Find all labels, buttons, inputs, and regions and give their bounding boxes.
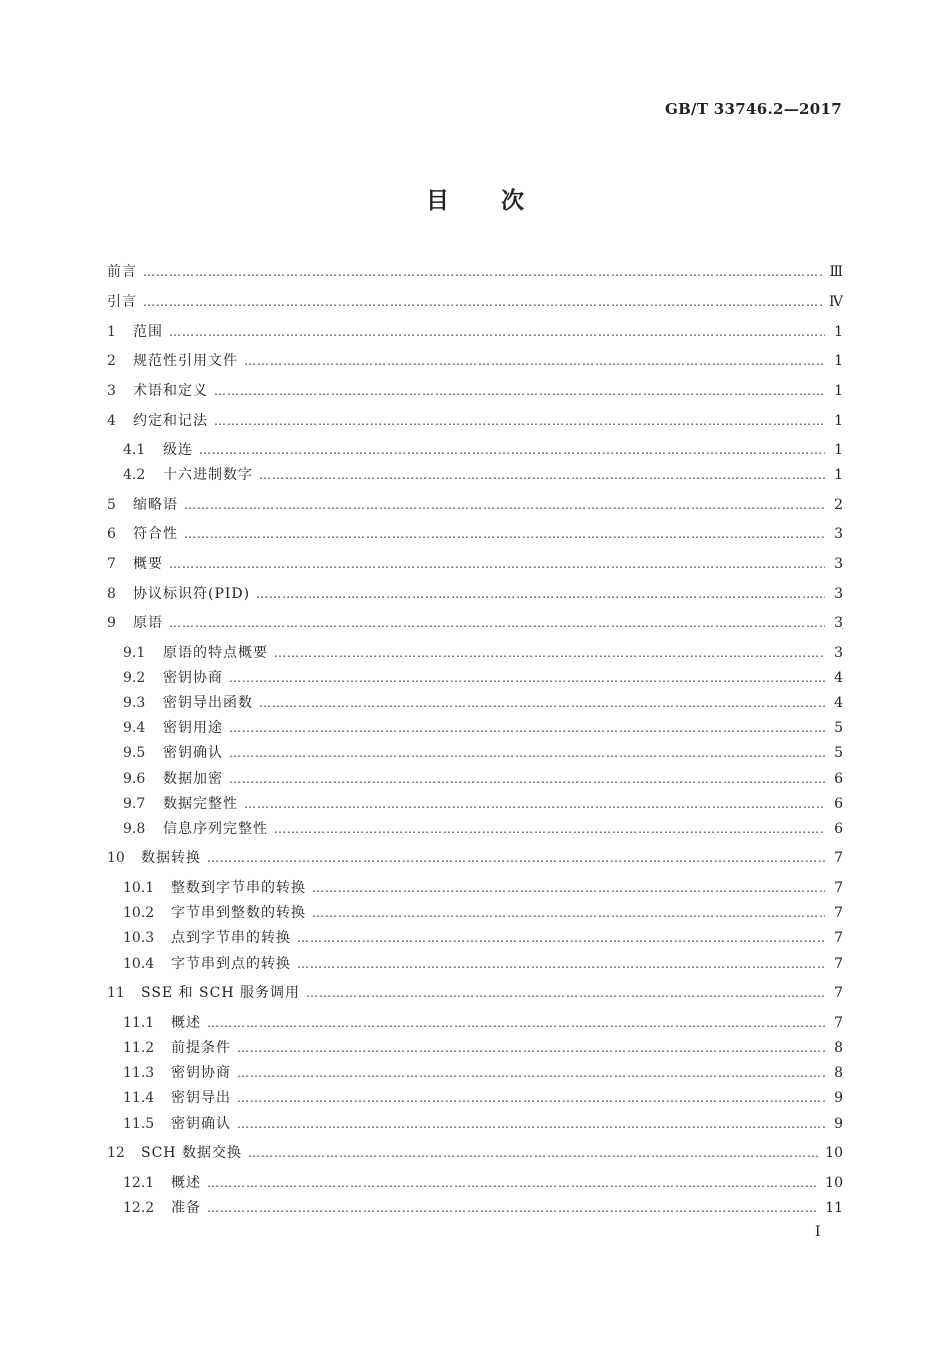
toc-entry[interactable] — [123, 928, 843, 948]
toc-entry-label: 字节串到点的转换 — [171, 956, 291, 972]
toc-entry[interactable] — [123, 465, 843, 485]
toc-entry-number: 11 — [107, 985, 125, 1001]
toc-entry-page: 9 — [834, 1116, 843, 1132]
toc-entry[interactable] — [123, 743, 843, 763]
toc-entry[interactable] — [123, 1114, 843, 1134]
toc-entry-label: 引言 — [107, 294, 137, 310]
toc-entry-page: 3 — [834, 526, 843, 542]
toc-entry-label: 范围 — [133, 324, 163, 340]
toc-entry-page: 7 — [834, 905, 843, 921]
toc-entry-label: 信息序列完整性 — [163, 821, 268, 837]
toc-entry-page: 8 — [834, 1040, 843, 1056]
toc-entry[interactable] — [107, 613, 843, 633]
toc-entry-page: 10 — [825, 1175, 843, 1191]
toc-entry-label: 密钥确认 — [163, 745, 223, 761]
toc-dot-leader — [207, 1173, 819, 1193]
toc-entry-number: 9.5 — [123, 745, 146, 761]
toc-dot-leader — [207, 848, 825, 868]
toc-entry-page: 7 — [834, 850, 843, 866]
toc-entry-page: 4 — [834, 695, 843, 711]
toc-entry-label: 协议标识符(PID) — [133, 586, 251, 602]
toc-entry-number: 11.4 — [123, 1090, 155, 1106]
toc-entry[interactable] — [123, 1013, 843, 1033]
toc-entry-number: 10 — [107, 850, 125, 866]
toc-dot-leader — [229, 769, 825, 789]
toc-entry[interactable] — [123, 878, 843, 898]
toc-entry-number: 10.4 — [123, 956, 155, 972]
toc-dot-leader — [169, 613, 825, 633]
toc-entry-page: 1 — [834, 383, 843, 399]
toc-title-char-2: 次 — [501, 188, 524, 214]
toc-entry-page: 2 — [834, 497, 843, 513]
toc-dot-leader — [184, 524, 825, 544]
toc-entry-number: 7 — [107, 556, 116, 572]
toc-entry-page: 9 — [834, 1090, 843, 1106]
toc-entry-number: 5 — [107, 497, 116, 513]
toc-entry-page: 3 — [834, 615, 843, 631]
toc-dot-leader — [237, 1063, 825, 1083]
toc-entry-label: 密钥用途 — [163, 720, 223, 736]
toc-entry[interactable] — [107, 411, 843, 431]
toc-entry-label: 规范性引用文件 — [133, 353, 238, 369]
toc-entry[interactable] — [107, 584, 843, 604]
toc-entry-label: 原语的特点概要 — [163, 645, 268, 661]
toc-entry[interactable] — [107, 292, 843, 312]
toc-entry-number: 11.1 — [123, 1015, 155, 1031]
toc-dot-leader — [214, 381, 825, 401]
toc-entry-page: 5 — [834, 720, 843, 736]
toc-entry[interactable] — [107, 381, 843, 401]
toc-entry[interactable] — [107, 524, 843, 544]
toc-entry-label: 数据完整性 — [163, 796, 238, 812]
toc-dot-leader — [312, 878, 825, 898]
toc-entry[interactable] — [107, 1143, 843, 1163]
toc-dot-leader — [306, 983, 825, 1003]
toc-entry[interactable] — [123, 1173, 843, 1193]
toc-dot-leader — [244, 794, 825, 814]
toc-entry-page: 3 — [834, 556, 843, 572]
toc-entry-label: 缩略语 — [133, 497, 178, 513]
toc-entry-label: 概述 — [171, 1015, 201, 1031]
toc-entry-page: 6 — [834, 771, 843, 787]
toc-entry-page: 7 — [834, 1015, 843, 1031]
toc-entry-number: 12.1 — [123, 1175, 155, 1191]
toc-entry-number: 9.2 — [123, 670, 146, 686]
toc-entry-label: 概要 — [133, 556, 163, 572]
toc-dot-leader — [199, 440, 825, 460]
toc-entry-label: 符合性 — [133, 526, 178, 542]
toc-entry[interactable] — [123, 643, 843, 663]
toc-entry-page: 10 — [825, 1145, 843, 1161]
toc-dot-leader — [274, 643, 825, 663]
toc-entry[interactable] — [107, 495, 843, 515]
toc-entry[interactable] — [123, 668, 843, 688]
toc-entry[interactable] — [107, 554, 843, 574]
toc-entry-number: 10.1 — [123, 880, 155, 896]
toc-entry-label: 密钥导出 — [171, 1090, 231, 1106]
toc-entry-number: 9.1 — [123, 645, 146, 661]
toc-dot-leader — [143, 292, 823, 312]
toc-entry-number: 9.3 — [123, 695, 146, 711]
toc-entry-label: 原语 — [133, 615, 163, 631]
toc-entry-page: 7 — [834, 985, 843, 1001]
toc-dot-leader — [237, 1038, 825, 1058]
toc-entry-number: 10.2 — [123, 905, 155, 921]
toc-entry-page: 8 — [834, 1065, 843, 1081]
toc-entry-page: 7 — [834, 956, 843, 972]
toc-entry-label: 字节串到整数的转换 — [171, 905, 306, 921]
toc-entry[interactable] — [107, 983, 843, 1003]
toc-entry-number: 6 — [107, 526, 116, 542]
toc-entry-number: 12 — [107, 1145, 125, 1161]
toc-dot-leader — [274, 819, 825, 839]
toc-entry-page: 1 — [834, 442, 843, 458]
toc-entry-number: 9 — [107, 615, 116, 631]
toc-entry-number: 4 — [107, 413, 116, 429]
toc-entry-label: 密钥协商 — [163, 670, 223, 686]
toc-dot-leader — [214, 411, 825, 431]
toc-entry-number: 3 — [107, 383, 116, 399]
toc-title — [0, 182, 950, 215]
toc-entry[interactable] — [123, 794, 843, 814]
toc-entry-page: Ⅳ — [829, 294, 843, 310]
toc-entry-number: 4.1 — [123, 442, 146, 458]
toc-entry-page: 3 — [834, 645, 843, 661]
toc-dot-leader — [312, 903, 825, 923]
toc-entry-page: 7 — [834, 880, 843, 896]
toc-entry[interactable] — [123, 954, 843, 974]
toc-entry-number: 9.6 — [123, 771, 146, 787]
toc-entry-number: 9.7 — [123, 796, 146, 812]
toc-dot-leader — [297, 928, 825, 948]
toc-entry-label: 密钥确认 — [171, 1116, 231, 1132]
toc-dot-leader — [143, 262, 823, 282]
toc-dot-leader — [259, 465, 825, 485]
toc-dot-leader — [229, 668, 825, 688]
toc-entry-page: 11 — [825, 1200, 843, 1216]
toc-entry-number: 1 — [107, 324, 116, 340]
toc-dot-leader — [237, 1114, 825, 1134]
toc-dot-leader — [229, 743, 825, 763]
toc-entry-page: 1 — [834, 467, 843, 483]
toc-entry-label: 准备 — [171, 1200, 201, 1216]
toc-dot-leader — [207, 1198, 819, 1218]
toc-entry-page: 1 — [834, 324, 843, 340]
toc-entry[interactable] — [123, 1198, 843, 1218]
toc-entry[interactable] — [123, 903, 843, 923]
toc-entry-label: 概述 — [171, 1175, 201, 1191]
toc-entry-number: 11.2 — [123, 1040, 155, 1056]
toc-entry-number: 10.3 — [123, 930, 155, 946]
toc-entry[interactable] — [123, 1063, 843, 1083]
toc-entry-number: 9.4 — [123, 720, 146, 736]
toc-entry-number: 11.3 — [123, 1065, 155, 1081]
page-folio: I — [815, 1224, 821, 1240]
toc-entry[interactable] — [123, 769, 843, 789]
toc-entry-label: 点到字节串的转换 — [171, 930, 291, 946]
toc-entry-label: 十六进制数字 — [163, 467, 253, 483]
toc-entry-page: 4 — [834, 670, 843, 686]
toc-entry-number: 12.2 — [123, 1200, 155, 1216]
toc-entry-page: 7 — [834, 930, 843, 946]
toc-dot-leader — [256, 584, 825, 604]
toc-entry-label: 数据加密 — [163, 771, 223, 787]
toc-entry[interactable] — [107, 351, 843, 371]
toc-dot-leader — [169, 322, 825, 342]
toc-entry-page: 1 — [834, 353, 843, 369]
toc-dot-leader — [229, 718, 825, 738]
toc-title-char-1: 目 — [426, 188, 449, 214]
toc-entry[interactable] — [123, 440, 843, 460]
toc-entry[interactable] — [123, 1038, 843, 1058]
toc-entry-label: 级连 — [163, 442, 193, 458]
toc-entry-page: 3 — [834, 586, 843, 602]
toc-entry-label: 密钥导出函数 — [163, 695, 253, 711]
toc-entry-number: 9.8 — [123, 821, 146, 837]
toc-dot-leader — [237, 1088, 825, 1108]
toc-dot-leader — [169, 554, 825, 574]
toc-dot-leader — [207, 1013, 825, 1033]
standard-number: GB/T 33746.2—2017 — [664, 100, 842, 118]
toc-entry[interactable] — [107, 848, 843, 868]
toc-entry-label: SCH 数据交换 — [141, 1145, 242, 1161]
toc-dot-leader — [244, 351, 825, 371]
toc-entry-label: 前提条件 — [171, 1040, 231, 1056]
toc-entry-page: Ⅲ — [829, 264, 843, 280]
toc-entry[interactable] — [123, 693, 843, 713]
toc-entry-label: 整数到字节串的转换 — [171, 880, 306, 896]
toc-entry[interactable] — [107, 262, 843, 282]
toc-entry-page: 5 — [834, 745, 843, 761]
toc-entry-page: 6 — [834, 821, 843, 837]
toc-entry-number: 11.5 — [123, 1116, 155, 1132]
toc-entry[interactable] — [107, 322, 843, 342]
toc-entry-label: 约定和记法 — [133, 413, 208, 429]
toc-dot-leader — [297, 954, 825, 974]
toc-entry-page: 6 — [834, 796, 843, 812]
toc-entry[interactable] — [123, 718, 843, 738]
toc-entry-number: 8 — [107, 586, 116, 602]
toc-entry-label: SSE 和 SCH 服务调用 — [141, 985, 301, 1001]
toc-entry-number: 2 — [107, 353, 116, 369]
toc-entry-label: 数据转换 — [141, 850, 201, 866]
toc-entry-number: 4.2 — [123, 467, 146, 483]
toc-entry-label: 密钥协商 — [171, 1065, 231, 1081]
toc-entry-page: 1 — [834, 413, 843, 429]
toc-dot-leader — [184, 495, 825, 515]
toc-dot-leader — [248, 1143, 819, 1163]
toc-entry-label: 前言 — [107, 264, 137, 280]
toc-entry[interactable] — [123, 819, 843, 839]
toc-entry[interactable] — [123, 1088, 843, 1108]
toc-entry-label: 术语和定义 — [133, 383, 208, 399]
toc-dot-leader — [259, 693, 825, 713]
